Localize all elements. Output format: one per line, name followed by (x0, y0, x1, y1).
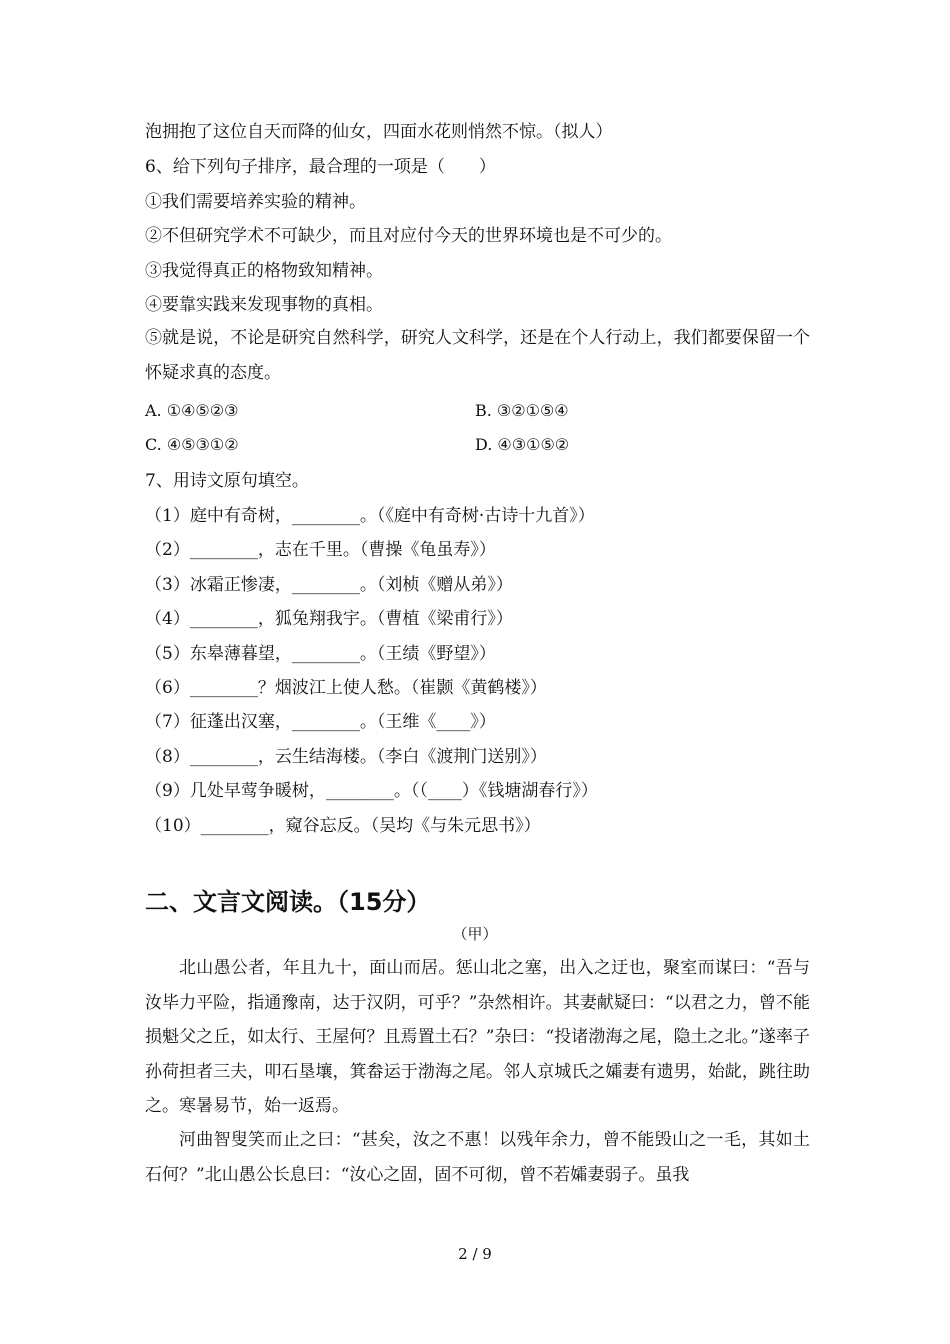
q7-item: （5）东皋薄暮望，________。（王绩《野望》） (145, 644, 496, 664)
continuation-line: 泡拥抱了这位自天而降的仙女，四面水花则悄然不惊。（拟人） (145, 122, 613, 142)
q6-sentence-2: ②不但研究学术不可缺少，而且对应付今天的世界环境也是不可少的。 (145, 226, 672, 246)
passage-paragraph-2: 河曲智叟笑而止之曰：“甚矣，汝之不惠！以残年余力，曾不能毁山之一毛，其如土石何？”北山愚公长息曰：“汝心之固，固不可彻，曾不若孀妻弱子。虽我 (145, 1130, 810, 1185)
q6-option-d: D. ④③①⑤② (475, 435, 570, 454)
q6-option-b: B. ③②①⑤④ (475, 401, 569, 420)
q7-item: （1）庭中有奇树，________。（《庭中有奇树·古诗十九首》） (145, 506, 595, 526)
q6-sentence-4: ④要靠实践来发现事物的真相。 (145, 295, 383, 315)
question-6-prompt: 6、给下列句子排序，最合理的一项是（ ） (145, 157, 496, 177)
q6-option-a: A. ①④⑤②③ (145, 401, 239, 420)
passage-paragraph-1: 北山愚公者，年且九十，面山而居。惩山北之塞，出入之迂也，聚室而谋曰：“吾与汝毕力平险，指通豫南，达于汉阴，可乎？”杂然相许。其妻献疑曰：“以君之力，曾不能损魁父之丘，如太行、王屋何？且焉置土石？”杂曰：“投诸渤海之尾，隐土之北。”遂率子孙荷担者三夫，叩石垦壤，箕畚运于渤海之尾。邻人京城氏之孀妻有遗男，始龀，跳往助之。寒暑易节，始一返焉。 (145, 958, 810, 1116)
q6-sentence-1: ①我们需要培养实验的精神。 (145, 192, 366, 212)
q6-sentence-5: ⑤就是说，不论是研究自然科学，研究人文科学，还是在个人行动上，我们都要保留一个怀疑求真的态度。 (145, 328, 810, 383)
q6-option-c: C. ④⑤③①② (145, 435, 239, 454)
q6-sentence-3: ③我觉得真正的格物致知精神。 (145, 261, 383, 281)
section-heading: 二、文言文阅读。（15分） (145, 888, 431, 916)
q7-item: （3）冰霜正惨凄，________。（刘桢《赠从弟》） (145, 575, 513, 595)
page-number: 2 / 9 (458, 1245, 492, 1263)
question-7-prompt: 7、用诗文原句填空。 (145, 471, 309, 491)
q7-item: （8）________，云生结海楼。（李白《渡荆门送别》） (145, 747, 547, 767)
q7-item: （2）________，志在千里。（曹操《龟虽寿》） (145, 540, 496, 560)
q7-item: （6）________？烟波江上使人愁。（崔颢《黄鹤楼》） (145, 678, 547, 698)
q7-item: （10）________，窥谷忘反。（吴均《与朱元思书》） (145, 816, 541, 836)
q7-item: （9）几处早莺争暖树，________。（（____）《钱塘湖春行》） (145, 781, 598, 801)
q7-item: （7）征蓬出汉塞，________。（王维《____》） (145, 712, 496, 732)
q7-item: （4）________，狐兔翔我宇。（曹植《梁甫行》） (145, 609, 513, 629)
passage-label: （甲） (452, 925, 498, 943)
